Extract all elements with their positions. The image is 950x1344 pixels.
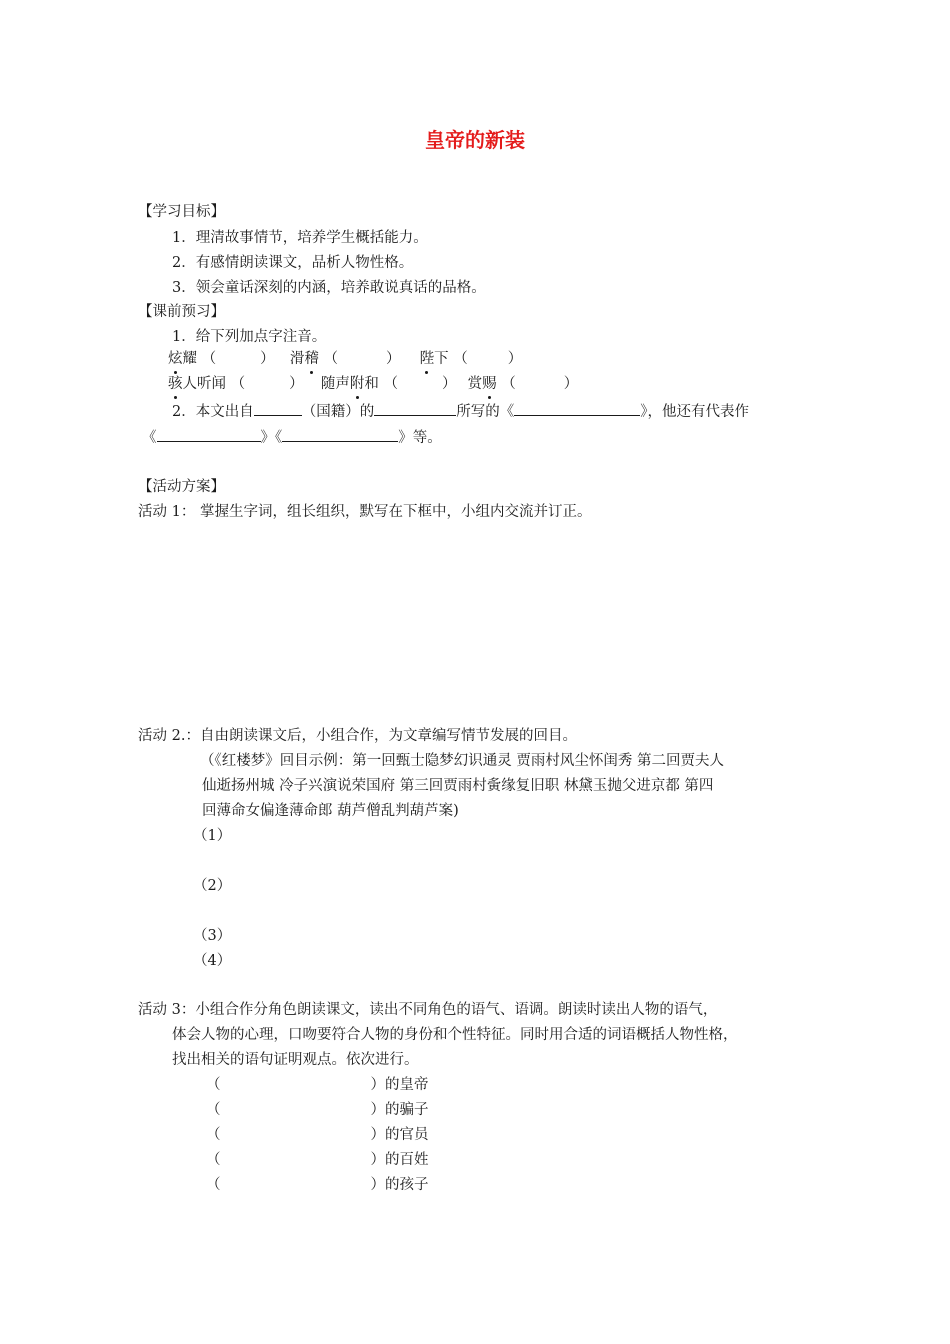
work-blank-2[interactable]: [282, 427, 398, 442]
word-suishengfuhe: 随声附和: [320, 376, 379, 392]
close-paren: ）: [563, 376, 579, 392]
activity-1: 活动 1： 掌握生字词，组长组织，默写在下框中，小组内交流并订正。: [138, 504, 592, 520]
objective-item: 2．有感情朗读课文，品析人物性格。: [172, 255, 414, 271]
activity-2-example: 仙逝扬州城 冷子兴演说荣国府 第三回贾雨村夤缘复旧职 林黛玉抛父进京都 第四: [202, 778, 714, 794]
character-row: （ ）的官员: [206, 1127, 429, 1143]
chapter-item: （4）: [193, 953, 232, 969]
activity-3: 活动 3：小组合作分角色朗读课文，读出不同角色的语气、语调。朗读时读出人物的语气，: [138, 1002, 718, 1018]
page-title: 皇帝的新装: [425, 128, 525, 152]
word-hairentingwen: 骇人听闻: [168, 376, 226, 392]
nationality-blank[interactable]: [254, 401, 302, 416]
open-paren: （: [230, 376, 246, 392]
activity-3: 找出相关的语句证明观点。依次进行。: [172, 1052, 419, 1068]
chapter-item: （1）: [193, 828, 232, 844]
work-blank-1[interactable]: [157, 427, 261, 442]
close-paren: ）: [385, 351, 401, 367]
close-paren: ）: [260, 351, 275, 367]
open-paren: （: [383, 376, 398, 392]
chapter-item: （3）: [193, 928, 232, 944]
close-paren: ）: [289, 376, 304, 392]
activity-2: 活动 2.：自由朗读课文后，小组合作，为文章编写情节发展的回目。: [138, 728, 577, 744]
word-bixia: 陛下: [419, 351, 449, 367]
character-row: （ ）的百姓: [206, 1152, 429, 1168]
activities-header: 【活动方案】: [138, 479, 225, 495]
character-row: （ ）的孩子: [206, 1177, 429, 1193]
phonetic-row-1: [168, 349, 522, 369]
character-row: （ ）的骗子: [206, 1102, 429, 1118]
preview-header: 【课前预习】: [138, 304, 225, 320]
close-paren: ）: [507, 351, 523, 367]
activity-2-example: 回薄命女偏逢薄命郎 葫芦僧乱判葫芦案): [202, 803, 459, 819]
objective-item: 1．理清故事情节，培养学生概括能力。: [172, 230, 428, 246]
preview-question-2-cont: 《 》《 》等。: [142, 427, 442, 448]
chapter-item: （2）: [193, 878, 232, 894]
phonetic-row-2: [168, 374, 578, 394]
close-paren: ）: [441, 376, 457, 392]
word-shangci: 赏赐: [467, 376, 497, 392]
open-paren: （: [323, 351, 338, 367]
author-blank[interactable]: [374, 401, 456, 416]
work-title-blank[interactable]: [514, 401, 640, 416]
activity-2-example: （《红楼梦》回目示例：第一回甄士隐梦幻识通灵 贾雨村风尘怀闺秀 第二回贾夫人: [200, 753, 724, 769]
open-paren: （: [201, 351, 217, 367]
open-paren: （: [453, 351, 468, 367]
preview-question-1: 1．给下列加点字注音。: [172, 329, 327, 345]
activity-3: 体会人物的心理，口吻要符合人物的身份和个性特征。同时用合适的词语概括人物性格，: [172, 1027, 738, 1043]
character-row: （ ）的皇帝: [206, 1077, 429, 1093]
preview-question-2: 2．本文出自 （国籍）的 所写的《 》，他还有代表作: [172, 401, 749, 422]
open-paren: （: [501, 376, 516, 392]
objectives-header: 【学习目标】: [138, 204, 225, 220]
word-huaji: 滑稽: [289, 351, 319, 367]
objective-item: 3．领会童话深刻的内涵，培养敢说真话的品格。: [172, 280, 486, 296]
word-xuanyao: 炫耀: [168, 351, 197, 367]
